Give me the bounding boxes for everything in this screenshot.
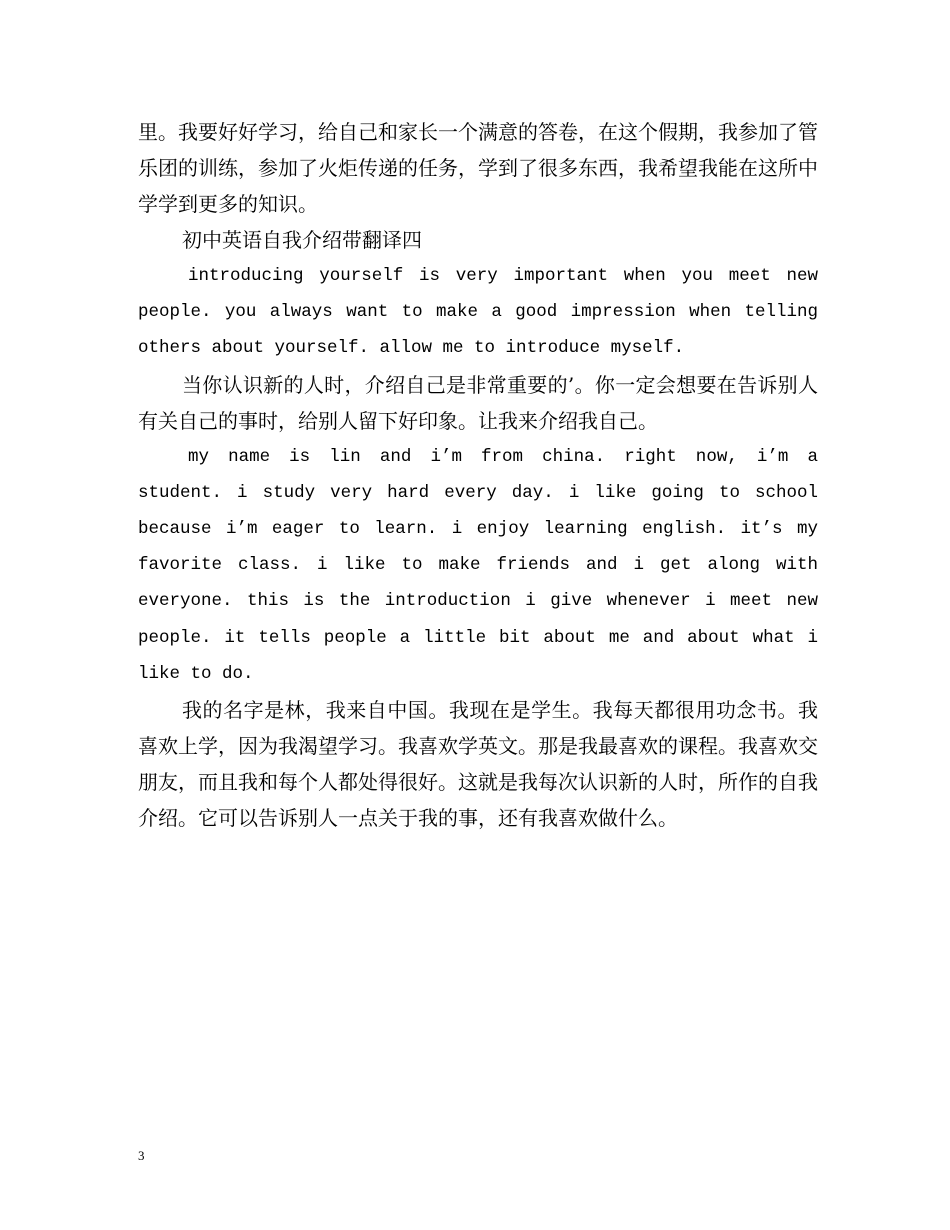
- chinese-translation-self-introduction: 我的名字是林，我来自中国。我现在是学生。我每天都很用功念书。我喜欢上学，因为我渴望学习。我喜欢学英文。那是我最喜欢的课程。我喜欢交朋友，而且我和每个人都处得很好。这就是我每次认识新的人时，所作的自我介绍。它可以告诉别人一点关于我的事，还有我喜欢做什么。: [138, 698, 818, 831]
- document-body: [138, 114, 818, 836]
- chinese-translation-intro: 当你认识新的人时，介绍自己是非常重要的’。你一定会想要在告诉别人有关自己的事时，给别人留下好印象。让我来介绍我自己。: [138, 372, 818, 433]
- page-number: 3: [138, 1148, 145, 1163]
- section-heading: 初中英语自我介绍带翻译四: [182, 228, 422, 252]
- paragraph-continuation: 里。我要好好学习，给自己和家长一个满意的答卷，在这个假期，我参加了管乐团的训练，参加了火炬传递的任务，学到了很多东西，我希望我能在这所中学学到更多的知识。: [138, 120, 818, 216]
- english-paragraph-intro: introducing yourself is very important when you meet new people. you always want to make a good impression when telling others about yourself. allow me to introduce myself.: [138, 266, 818, 359]
- english-paragraph-self-introduction: my name is lin and i’m from china. right now, i’m a student. i study very hard every day. i like going to school because i’m eager to learn. i enjoy learning english. it’s my favorite class. i like to make friends and i get along with everyone. this is the introduction i give whenever i meet new people. it tells people a little bit about me and about what i like to do.: [138, 446, 818, 684]
